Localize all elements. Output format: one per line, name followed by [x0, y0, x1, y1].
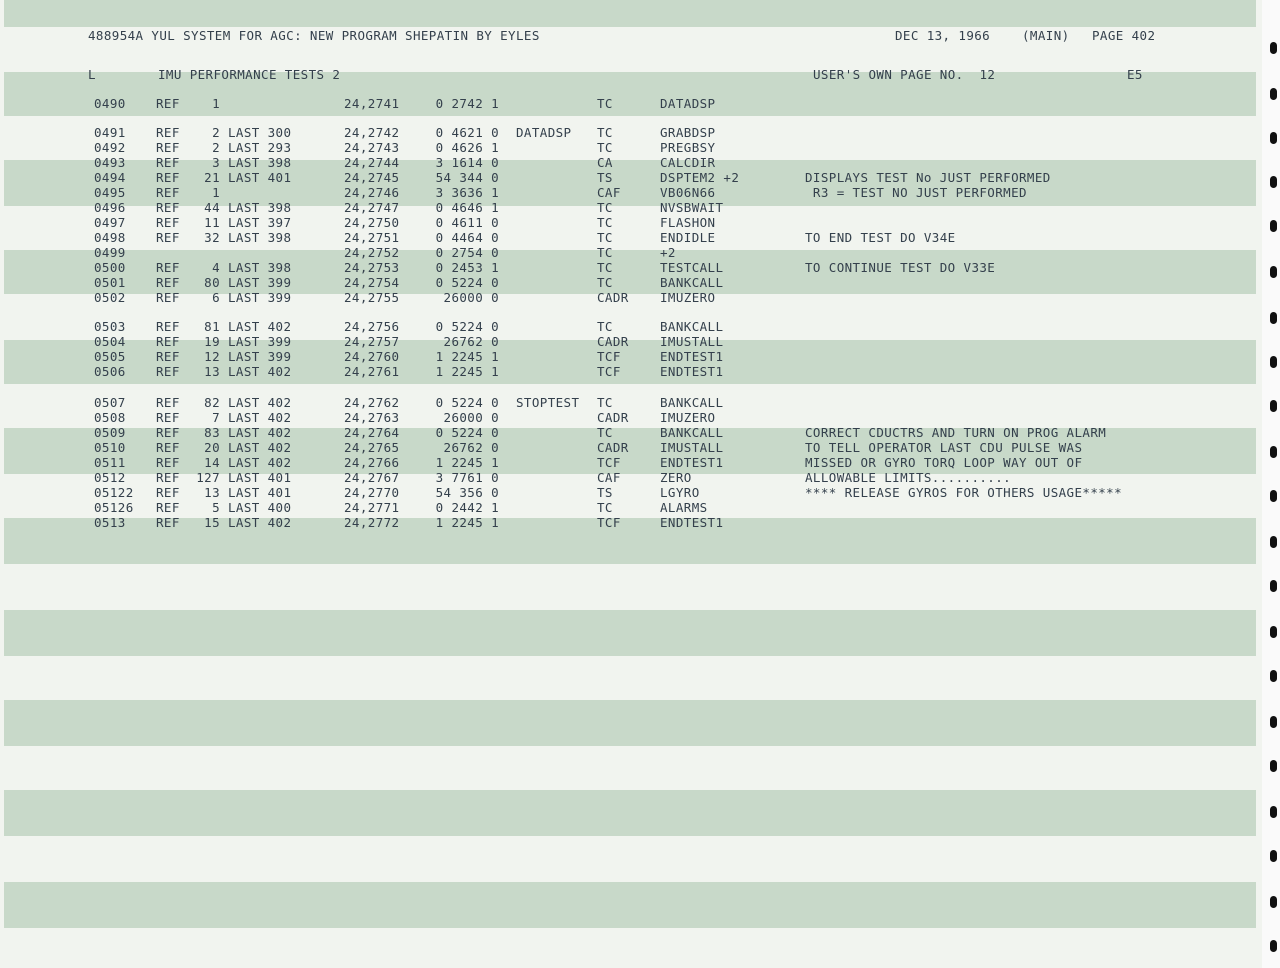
octal-word: 0 4464 0 — [435, 230, 499, 245]
memory-address: 24,2767 — [344, 470, 400, 485]
listing-row — [0, 470, 1260, 485]
listing-row — [0, 334, 1260, 349]
line-number: 0497 — [94, 215, 126, 230]
octal-word: 0 4626 1 — [435, 140, 499, 155]
line-number: 0500 — [94, 260, 126, 275]
ref-marker: REF — [156, 500, 180, 515]
opcode: TC — [597, 500, 613, 515]
symbol-label: DATADSP — [516, 125, 572, 140]
listing-row — [0, 410, 1260, 425]
listing-row — [0, 440, 1260, 455]
memory-address: 24,2755 — [344, 290, 400, 305]
operand: IMUZERO — [660, 290, 716, 305]
listing-row — [0, 349, 1260, 364]
operand: GRABDSP — [660, 125, 716, 140]
operand: BANKCALL — [660, 425, 724, 440]
last-ref: LAST 398 — [228, 230, 292, 245]
comment: TO TELL OPERATOR LAST CDU PULSE WAS — [805, 440, 1083, 455]
ref-marker: REF — [156, 425, 180, 440]
ref-marker: REF — [156, 230, 180, 245]
opcode: TS — [597, 170, 613, 185]
memory-address: 24,2761 — [344, 364, 400, 379]
octal-word: 3 7761 0 — [435, 470, 499, 485]
listing-row — [0, 260, 1260, 275]
last-ref: LAST 401 — [228, 470, 292, 485]
memory-address: 24,2756 — [344, 319, 400, 334]
ref-count: 3 — [212, 155, 220, 170]
greenbar-stripe — [4, 610, 1256, 656]
line-number: 0511 — [94, 455, 126, 470]
memory-address: 24,2751 — [344, 230, 400, 245]
last-ref: LAST 402 — [228, 364, 292, 379]
last-ref: LAST 399 — [228, 334, 292, 349]
symbol-label: STOPTEST — [516, 395, 580, 410]
line-number: 0510 — [94, 440, 126, 455]
listing-row — [0, 155, 1260, 170]
opcode: TC — [597, 125, 613, 140]
listing-row — [0, 485, 1260, 500]
line-number: 0498 — [94, 230, 126, 245]
operand: ZERO — [660, 470, 692, 485]
ref-marker: REF — [156, 349, 180, 364]
last-ref: LAST 402 — [228, 515, 292, 530]
ref-marker: REF — [156, 140, 180, 155]
last-ref: LAST 397 — [228, 215, 292, 230]
line-number: 0507 — [94, 395, 126, 410]
ref-count: 15 — [204, 515, 220, 530]
listing-row — [0, 290, 1260, 305]
opcode: TC — [597, 140, 613, 155]
opcode: CADR — [597, 440, 629, 455]
ref-count: 127 — [196, 470, 220, 485]
punch-hole-icon — [1270, 940, 1277, 952]
ref-count: 13 — [204, 364, 220, 379]
listing-row — [0, 96, 1260, 111]
operand: TESTCALL — [660, 260, 724, 275]
last-ref: LAST 401 — [228, 485, 292, 500]
operand: ENDTEST1 — [660, 349, 724, 364]
header-title: 488954A YUL SYSTEM FOR AGC: NEW PROGRAM SHEPATIN BY EYLES — [88, 28, 540, 43]
ref-marker: REF — [156, 170, 180, 185]
ref-count: 2 — [212, 140, 220, 155]
last-ref: LAST 400 — [228, 500, 292, 515]
ref-count: 12 — [204, 349, 220, 364]
octal-word: 1 2245 1 — [435, 349, 499, 364]
listing-row — [0, 395, 1260, 410]
line-number: 0491 — [94, 125, 126, 140]
octal-word: 26762 0 — [443, 440, 499, 455]
section-title: IMU PERFORMANCE TESTS 2 — [158, 67, 341, 82]
opcode: TS — [597, 485, 613, 500]
listing-row — [0, 275, 1260, 290]
last-ref: LAST 402 — [228, 410, 292, 425]
ref-count: 21 — [204, 170, 220, 185]
ref-count: 13 — [204, 485, 220, 500]
octal-word: 0 5224 0 — [435, 425, 499, 440]
octal-word: 26000 0 — [443, 410, 499, 425]
memory-address: 24,2762 — [344, 395, 400, 410]
memory-address: 24,2763 — [344, 410, 400, 425]
listing-row — [0, 185, 1260, 200]
ref-count: 5 — [212, 500, 220, 515]
last-ref: LAST 402 — [228, 455, 292, 470]
line-number: 0504 — [94, 334, 126, 349]
ref-marker: REF — [156, 364, 180, 379]
memory-address: 24,2753 — [344, 260, 400, 275]
operand: DATADSP — [660, 96, 716, 111]
operand: PREGBSY — [660, 140, 716, 155]
ref-marker: REF — [156, 185, 180, 200]
last-ref: LAST 300 — [228, 125, 292, 140]
ref-marker: REF — [156, 125, 180, 140]
ref-count: 81 — [204, 319, 220, 334]
punch-hole-icon — [1270, 266, 1277, 278]
punch-hole-icon — [1270, 132, 1277, 144]
ref-marker: REF — [156, 260, 180, 275]
opcode: CADR — [597, 410, 629, 425]
greenbar-stripe — [4, 0, 1256, 27]
last-ref: LAST 399 — [228, 275, 292, 290]
listing-row — [0, 170, 1260, 185]
ref-count: 82 — [204, 395, 220, 410]
octal-word: 0 5224 0 — [435, 319, 499, 334]
opcode: CADR — [597, 334, 629, 349]
memory-address: 24,2771 — [344, 500, 400, 515]
operand: VB06N66 — [660, 185, 716, 200]
line-number: 0508 — [94, 410, 126, 425]
listing-row — [0, 364, 1260, 379]
ref-marker: REF — [156, 440, 180, 455]
header-main: (MAIN) — [1022, 28, 1070, 43]
listing-row — [0, 425, 1260, 440]
listing-row — [0, 455, 1260, 470]
line-number: 0490 — [94, 96, 126, 111]
last-ref: LAST 402 — [228, 425, 292, 440]
listing-row — [0, 215, 1260, 230]
last-ref: LAST 398 — [228, 155, 292, 170]
line-number: 0492 — [94, 140, 126, 155]
operand: BANKCALL — [660, 275, 724, 290]
comment: CORRECT CDUCTRS AND TURN ON PROG ALARM — [805, 425, 1107, 440]
ref-count: 7 — [212, 410, 220, 425]
ref-count: 14 — [204, 455, 220, 470]
operand: CALCDIR — [660, 155, 716, 170]
greenbar-stripe — [4, 882, 1256, 928]
ref-marker: REF — [156, 215, 180, 230]
line-number: 05122 — [94, 485, 134, 500]
listing-row — [0, 230, 1260, 245]
ref-count: 1 — [212, 96, 220, 111]
punch-hole-icon — [1270, 42, 1277, 54]
punch-hole-icon — [1270, 760, 1277, 772]
listing-row — [0, 515, 1260, 530]
line-number: 0501 — [94, 275, 126, 290]
memory-address: 24,2766 — [344, 455, 400, 470]
opcode: TC — [597, 260, 613, 275]
ref-count: 2 — [212, 125, 220, 140]
line-number: 0509 — [94, 425, 126, 440]
punch-hole-icon — [1270, 220, 1277, 232]
last-ref: LAST 398 — [228, 200, 292, 215]
octal-word: 1 2245 1 — [435, 364, 499, 379]
ref-count: 11 — [204, 215, 220, 230]
ref-marker: REF — [156, 200, 180, 215]
punch-hole-icon — [1270, 896, 1277, 908]
line-number: 0493 — [94, 155, 126, 170]
ref-marker: REF — [156, 455, 180, 470]
opcode: TCF — [597, 455, 621, 470]
memory-address: 24,2744 — [344, 155, 400, 170]
opcode: TC — [597, 230, 613, 245]
last-ref: LAST 402 — [228, 395, 292, 410]
line-number: 0506 — [94, 364, 126, 379]
listing-mark: L — [88, 67, 96, 82]
line-number: 0496 — [94, 200, 126, 215]
memory-address: 24,2764 — [344, 425, 400, 440]
memory-address: 24,2765 — [344, 440, 400, 455]
punch-hole-icon — [1270, 400, 1277, 412]
operand: ENDTEST1 — [660, 515, 724, 530]
memory-address: 24,2743 — [344, 140, 400, 155]
last-ref: LAST 401 — [228, 170, 292, 185]
listing-row — [0, 500, 1260, 515]
memory-address: 24,2742 — [344, 125, 400, 140]
opcode: TC — [597, 395, 613, 410]
operand: DSPTEM2 +2 — [660, 170, 740, 185]
punch-hole-icon — [1270, 580, 1277, 592]
last-ref: LAST 402 — [228, 319, 292, 334]
operand: ENDTEST1 — [660, 455, 724, 470]
listing-row — [0, 245, 1260, 260]
octal-word: 0 4646 1 — [435, 200, 499, 215]
header-date: DEC 13, 1966 — [895, 28, 991, 43]
ref-count: 19 — [204, 334, 220, 349]
operand: ENDIDLE — [660, 230, 716, 245]
opcode: TC — [597, 200, 613, 215]
comment: DISPLAYS TEST No JUST PERFORMED — [805, 170, 1051, 185]
line-number: 0512 — [94, 470, 126, 485]
octal-word: 26762 0 — [443, 334, 499, 349]
opcode: CADR — [597, 290, 629, 305]
memory-address: 24,2760 — [344, 349, 400, 364]
punch-hole-icon — [1270, 312, 1277, 324]
ref-count: 44 — [204, 200, 220, 215]
punch-hole-icon — [1270, 176, 1277, 188]
section-code: E5 — [1127, 67, 1143, 82]
memory-address: 24,2754 — [344, 275, 400, 290]
ref-marker: REF — [156, 155, 180, 170]
last-ref: LAST 399 — [228, 349, 292, 364]
memory-address: 24,2770 — [344, 485, 400, 500]
ref-marker: REF — [156, 319, 180, 334]
ref-marker: REF — [156, 470, 180, 485]
ref-marker: REF — [156, 515, 180, 530]
greenbar-stripe — [4, 700, 1256, 746]
users-page-number: USER'S OWN PAGE NO. 12 — [813, 67, 996, 82]
comment: **** RELEASE GYROS FOR OTHERS USAGE***** — [805, 485, 1123, 500]
octal-word: 0 4621 0 — [435, 125, 499, 140]
opcode: TC — [597, 319, 613, 334]
operand: IMUSTALL — [660, 440, 724, 455]
memory-address: 24,2757 — [344, 334, 400, 349]
octal-word: 0 2754 0 — [435, 245, 499, 260]
greenbar-stripe — [4, 790, 1256, 836]
memory-address: 24,2745 — [344, 170, 400, 185]
punch-hole-icon — [1270, 88, 1277, 100]
line-number: 05126 — [94, 500, 134, 515]
comment: MISSED OR GYRO TORQ LOOP WAY OUT OF — [805, 455, 1083, 470]
listing-row — [0, 200, 1260, 215]
punch-hole-icon — [1270, 356, 1277, 368]
line-number: 0513 — [94, 515, 126, 530]
comment: TO CONTINUE TEST DO V33E — [805, 260, 996, 275]
listing-row — [0, 140, 1260, 155]
operand: LGYRO — [660, 485, 700, 500]
line-number: 0499 — [94, 245, 126, 260]
line-number: 0505 — [94, 349, 126, 364]
ref-marker: REF — [156, 96, 180, 111]
operand: IMUZERO — [660, 410, 716, 425]
operand: ALARMS — [660, 500, 708, 515]
octal-word: 3 1614 0 — [435, 155, 499, 170]
octal-word: 0 2453 1 — [435, 260, 499, 275]
memory-address: 24,2752 — [344, 245, 400, 260]
ref-marker: REF — [156, 395, 180, 410]
opcode: TCF — [597, 515, 621, 530]
opcode: TC — [597, 275, 613, 290]
ref-count: 1 — [212, 185, 220, 200]
opcode: TCF — [597, 349, 621, 364]
line-number: 0494 — [94, 170, 126, 185]
punch-hole-icon — [1270, 850, 1277, 862]
ref-marker: REF — [156, 485, 180, 500]
operand: BANKCALL — [660, 395, 724, 410]
punch-hole-icon — [1270, 446, 1277, 458]
opcode: TC — [597, 96, 613, 111]
opcode: TC — [597, 245, 613, 260]
last-ref: LAST 293 — [228, 140, 292, 155]
memory-address: 24,2746 — [344, 185, 400, 200]
ref-count: 6 — [212, 290, 220, 305]
octal-word: 0 5224 0 — [435, 275, 499, 290]
ref-marker: REF — [156, 290, 180, 305]
memory-address: 24,2747 — [344, 200, 400, 215]
octal-word: 3 3636 1 — [435, 185, 499, 200]
punch-hole-icon — [1270, 490, 1277, 502]
ref-marker: REF — [156, 410, 180, 425]
punch-hole-icon — [1270, 716, 1277, 728]
punch-hole-icon — [1270, 670, 1277, 682]
memory-address: 24,2750 — [344, 215, 400, 230]
ref-count: 32 — [204, 230, 220, 245]
header-page: PAGE 402 — [1092, 28, 1156, 43]
opcode: CAF — [597, 470, 621, 485]
octal-word: 1 2245 1 — [435, 455, 499, 470]
operand: NVSBWAIT — [660, 200, 724, 215]
last-ref: LAST 402 — [228, 440, 292, 455]
opcode: CA — [597, 155, 613, 170]
tractor-feed-edge — [1262, 0, 1280, 968]
listing-row — [0, 125, 1260, 140]
line-number: 0503 — [94, 319, 126, 334]
ref-count: 80 — [204, 275, 220, 290]
operand: ENDTEST1 — [660, 364, 724, 379]
octal-word: 26000 0 — [443, 290, 499, 305]
memory-address: 24,2772 — [344, 515, 400, 530]
octal-word: 0 2742 1 — [435, 96, 499, 111]
ref-marker: REF — [156, 334, 180, 349]
last-ref: LAST 399 — [228, 290, 292, 305]
punch-hole-icon — [1270, 806, 1277, 818]
comment: ALLOWABLE LIMITS.......... — [805, 470, 1012, 485]
memory-address: 24,2741 — [344, 96, 400, 111]
octal-word: 1 2245 1 — [435, 515, 499, 530]
comment: R3 = TEST NO JUST PERFORMED — [805, 185, 1027, 200]
ref-count: 83 — [204, 425, 220, 440]
operand: +2 — [660, 245, 676, 260]
opcode: TC — [597, 425, 613, 440]
operand: BANKCALL — [660, 319, 724, 334]
opcode: TC — [597, 215, 613, 230]
listing-row — [0, 319, 1260, 334]
opcode: TCF — [597, 364, 621, 379]
comment: TO END TEST DO V34E — [805, 230, 956, 245]
octal-word: 0 4611 0 — [435, 215, 499, 230]
operand: FLASHON — [660, 215, 716, 230]
line-number: 0502 — [94, 290, 126, 305]
octal-word: 54 344 0 — [435, 170, 499, 185]
opcode: CAF — [597, 185, 621, 200]
octal-word: 54 356 0 — [435, 485, 499, 500]
ref-count: 4 — [212, 260, 220, 275]
operand: IMUSTALL — [660, 334, 724, 349]
octal-word: 0 2442 1 — [435, 500, 499, 515]
punch-hole-icon — [1270, 536, 1277, 548]
ref-marker: REF — [156, 275, 180, 290]
punch-hole-icon — [1270, 626, 1277, 638]
last-ref: LAST 398 — [228, 260, 292, 275]
line-number: 0495 — [94, 185, 126, 200]
octal-word: 0 5224 0 — [435, 395, 499, 410]
ref-count: 20 — [204, 440, 220, 455]
